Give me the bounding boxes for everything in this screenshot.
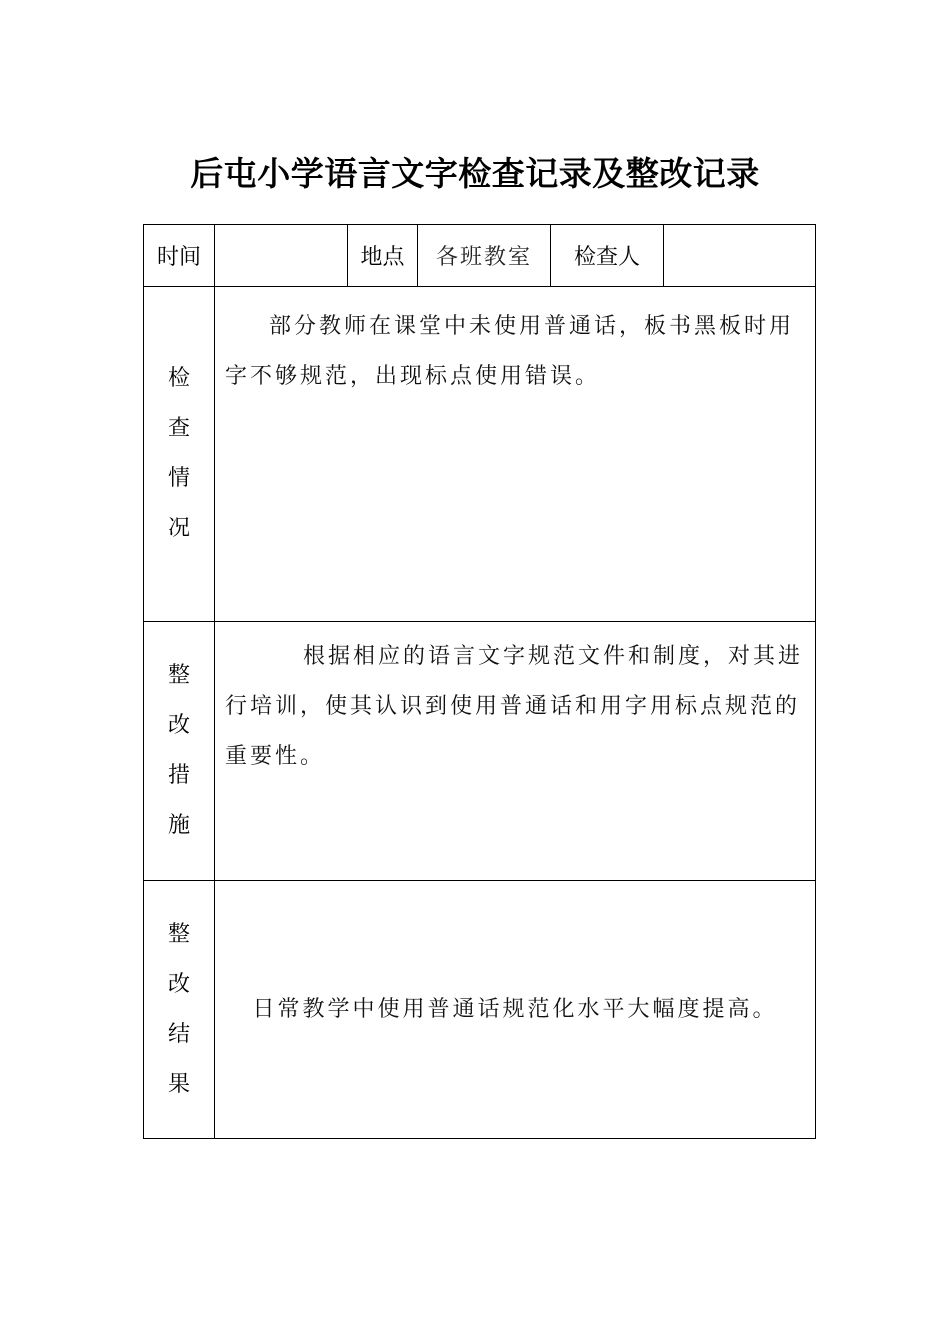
inspection-record-table xyxy=(143,224,816,1139)
place-value: 各班教室 xyxy=(418,225,551,287)
rectification-result-content: 日常教学中使用普通话规范化水平大幅度提高。 xyxy=(215,881,816,1139)
header-row xyxy=(144,225,816,287)
rectification-measures-row xyxy=(144,622,816,881)
time-label: 时间 xyxy=(144,225,215,287)
document-title: 后屯小学语言文字检查记录及整改记录 xyxy=(190,154,760,193)
rectification-measures-content: 根据相应的语言文字规范文件和制度，对其进行培训，使其认识到使用普通话和用字用标点规范的重要性。 xyxy=(215,622,816,881)
rectification-result-row xyxy=(144,881,816,1139)
rectification-result-label: 整 改 结 果 xyxy=(144,881,215,1139)
inspector-value xyxy=(664,225,816,287)
place-label: 地点 xyxy=(348,225,418,287)
time-value xyxy=(215,225,348,287)
inspection-situation-row xyxy=(144,287,816,622)
rectification-measures-label: 整 改 措 施 xyxy=(144,622,215,881)
inspector-label: 检查人 xyxy=(551,225,664,287)
inspection-situation-content: 部分教师在课堂中未使用普通话，板书黑板时用字不够规范，出现标点使用错误。 xyxy=(215,287,816,622)
inspection-situation-label: 检 查 情 况 xyxy=(144,287,215,622)
